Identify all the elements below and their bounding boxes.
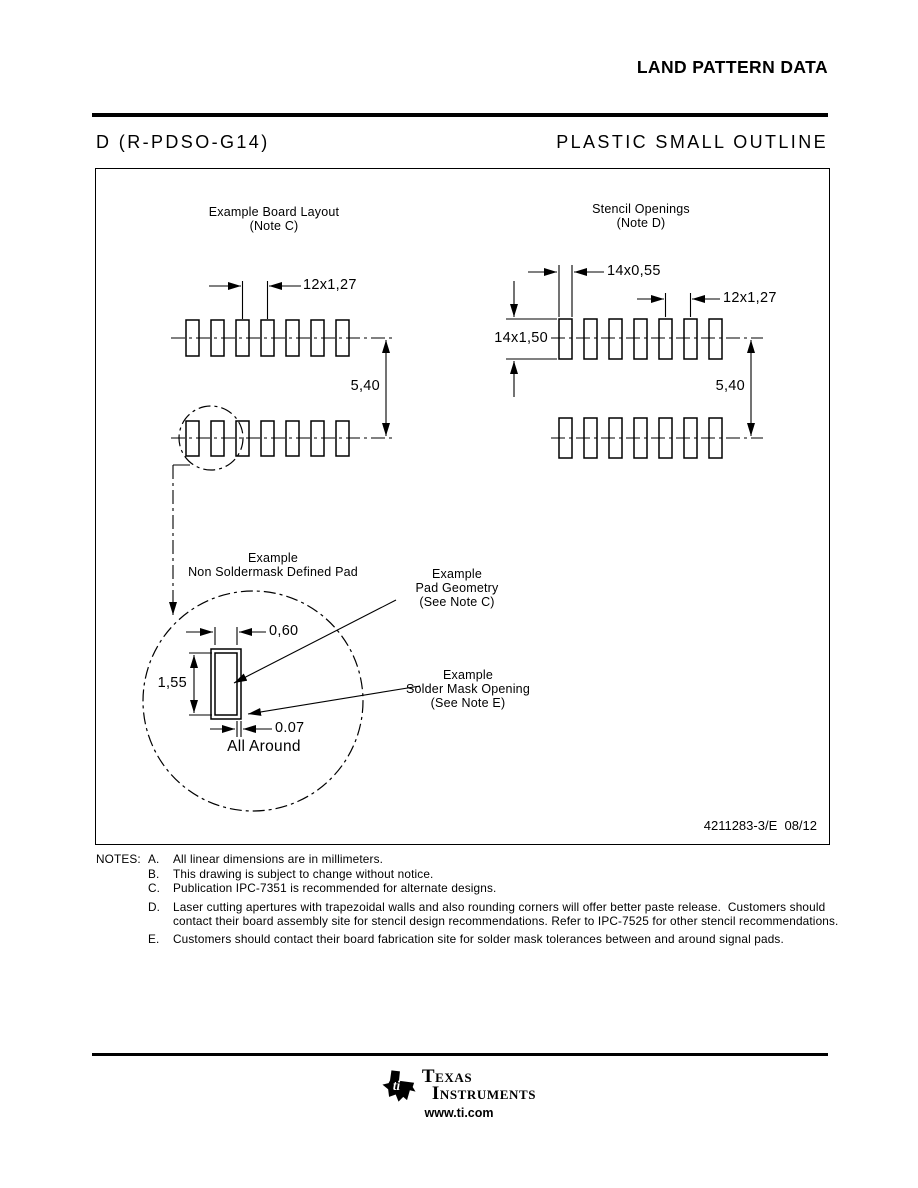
stencil-height-label: 14x1,50: [494, 330, 548, 346]
pad-width-label: 0,60: [269, 623, 299, 639]
detail-caption: Example Non Soldermask Defined Pad: [188, 551, 358, 579]
page-title: LAND PATTERN DATA: [636, 57, 828, 77]
ti-logo-mark: [382, 1069, 416, 1103]
footer: [0, 1068, 918, 1120]
package-type-title: PLASTIC SMALL OUTLINE: [556, 132, 828, 152]
package-designator: D (R-PDSO-G14): [96, 132, 270, 152]
note-item-e: E. Customers should contact their board fabrication site for solder mask tolerances between and around signal pads.: [148, 931, 784, 946]
ti-brand-name: Texas Instruments: [421, 1066, 537, 1104]
stencil-width-dimension: [528, 265, 604, 317]
pad-geometry-rect: [215, 653, 237, 715]
pad-geometry-callout: Example Pad Geometry (See Note C): [415, 567, 499, 609]
stencil-width-label: 14x0,55: [607, 263, 661, 279]
note-item-d: D. Laser cutting apertures with trapezoidal walls and also rounding corners will offer better paste release. Customers should contact their board assembly site for stencil design recommendations. Refer to IPC-7525 for other stencil recommendations.: [148, 899, 839, 929]
svg-text:ti: ti: [392, 1077, 401, 1093]
stencil-row-span-label: 5,40: [715, 378, 745, 394]
mask-gap-all-around-label: All Around: [227, 738, 301, 755]
pad-height-dimension: [189, 653, 212, 715]
land-pattern-drawing: [96, 169, 829, 844]
pad-width-dimension: [186, 627, 266, 645]
note-item-c: C. Publication IPC-7351 is recommended for alternate designs.: [148, 881, 497, 896]
mask-gap-label: 0.07: [275, 720, 305, 736]
bottom-rule: [92, 1053, 828, 1056]
board-pitch-label: 12x1,27: [303, 277, 357, 293]
document-number: 4211283-3/E 08/12: [703, 818, 817, 833]
board-pitch-dimension: [209, 281, 301, 319]
stencil-pitch-label: 12x1,27: [723, 290, 777, 306]
note-item-a: A. All linear dimensions are in millimeters.: [148, 852, 384, 866]
mask-opening-callout: Example Solder Mask Opening (See Note E): [405, 668, 530, 710]
pad-height-label: 1,55: [157, 675, 187, 691]
board-row-span-label: 5,40: [350, 378, 380, 394]
notes-label: NOTES:: [96, 852, 141, 866]
ti-logo: [382, 1068, 536, 1103]
pad-geometry-leader: [234, 600, 396, 683]
stencil-pitch-dimension: [637, 293, 720, 317]
notes-list: [148, 852, 854, 947]
top-rule: [92, 113, 828, 117]
drawing-frame: [95, 168, 830, 845]
ti-url[interactable]: www.ti.com: [424, 1106, 494, 1120]
board-layout-caption: Example Board Layout (Note C): [208, 205, 340, 233]
mask-gap-dimension: [210, 721, 272, 737]
note-item-b: B. This drawing is subject to change without notice.: [148, 866, 434, 881]
detail-leader-line: [173, 465, 190, 615]
stencil-caption: Stencil Openings (Note D): [592, 202, 690, 230]
stencil-top-pads: [559, 319, 722, 359]
